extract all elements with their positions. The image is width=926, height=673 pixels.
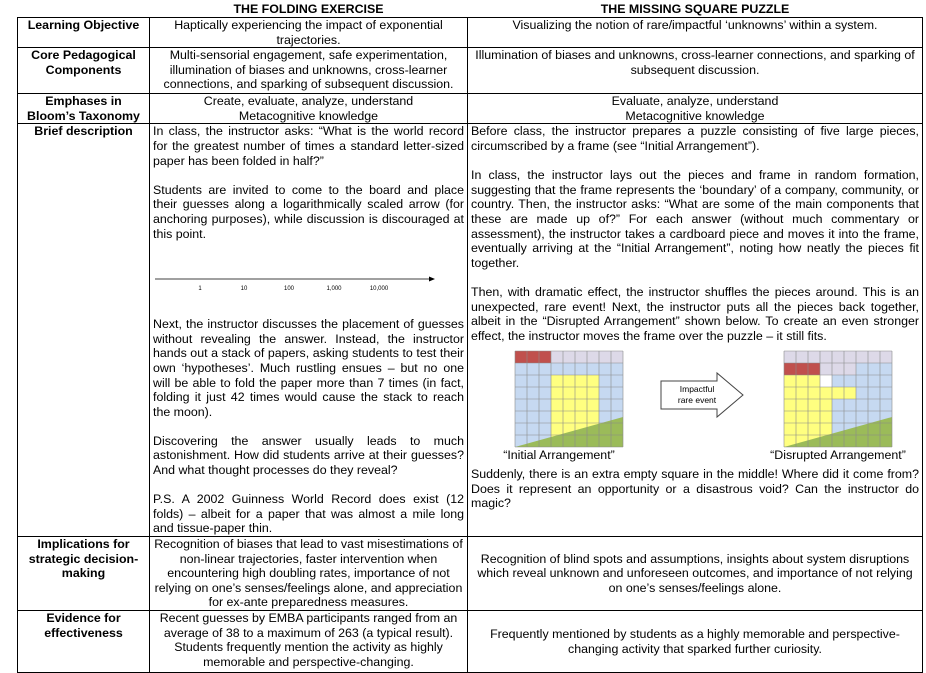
- puzzle-emphases-line2: Metacognitive knowledge: [625, 108, 765, 123]
- row-label-description: Brief description: [18, 124, 150, 537]
- folding-emphases-line2: Metacognitive knowledge: [238, 108, 379, 123]
- scale-tick-10: 10: [240, 286, 248, 293]
- initial-arrangement-caption: “Initial Arrangement”: [503, 448, 615, 463]
- row-label-objective: Learning Objective: [18, 18, 150, 48]
- impact-arrow: [661, 373, 743, 417]
- folding-desc-p3: Next, the instructor discusses the placement of guesses without revealing the answer. Instead, the instructor hands out a stack of papers, asking students to test their own ‘hypotheses’. Much rustling ensues – but no one will be able to fold the paper more than 7 times (in fact, folding it just 42 times would cause the stack to reach the moon).: [153, 317, 464, 419]
- header-puzzle: THE MISSING SQUARE PUZZLE: [468, 2, 923, 18]
- header-empty: [18, 2, 150, 18]
- row-components: [18, 48, 923, 94]
- folding-desc-p4: Discovering the answer usually leads to much astonishment. How did students arrive at their guesses? And what thought processes do they reveal?: [153, 433, 464, 478]
- header-folding: THE FOLDING EXERCISE: [150, 2, 468, 18]
- folding-desc-p1: In class, the instructor asks: “What is the world record for the greatest number of times a standard letter-sized paper has been folded in half?”: [153, 124, 464, 168]
- row-implications: [18, 537, 923, 611]
- puzzle-objective: Visualizing the notion of rare/impactful ‘unknowns’ within a system.: [468, 18, 923, 48]
- scale-tick-10000: 10,000: [369, 286, 389, 293]
- row-label-emphases: Emphases in Bloom’s Taxonomy: [18, 94, 150, 124]
- folding-evidence: Recent guesses by EMBA participants ranged from an average of 38 to a maximum of 263 (a typical result). Students frequently mention the activity as highly memorable and perspective-changing.: [150, 611, 468, 673]
- scale-tick-1000: 1,000: [326, 286, 342, 293]
- row-label-implications: Implications for strategic decision-making: [18, 537, 150, 611]
- puzzle-desc-p2: In class, the instructor lays out the pieces and frame in random formation, suggesting that the frame represents the ‘boundary’ of a company, community, or country. Then, the instructor asks: “What are some of the main components that these are made up of?” For each answer (without much commentary or assessment), the instructor takes a cardboard piece and moves it into the frame, eventually arriving at the “Initial Arrangement”, noting how neatly the pieces fit together.: [471, 168, 919, 270]
- scale-tick-100: 100: [283, 286, 295, 293]
- arrow-label-line1: Impactful: [679, 384, 715, 395]
- puzzle-figure: [471, 345, 919, 463]
- puzzle-emphases-line1: Evaluate, analyze, understand: [611, 94, 779, 109]
- puzzle-desc-p4: Suddenly, there is an extra empty square in the middle! Where did it come from? Does it represent an opportunity or a disastrous void? Can the instructor do magic?: [471, 467, 919, 511]
- scale-tick-1: 1: [198, 286, 202, 293]
- row-evidence: [18, 611, 923, 673]
- row-emphases: [18, 94, 923, 124]
- folding-objective: Haptically experiencing the impact of exponential trajectories.: [150, 18, 468, 48]
- puzzle-desc-p3: Then, with dramatic effect, the instructor shuffles the pieces around. This is an unexpected, rare event! Next, the instructor puts all the pieces back together, albeit in the “Disrupted Arrangement” shown below. To create an even stronger effect, the instructor moves the frame over the puzzle – it still fits.: [471, 284, 919, 343]
- folding-components: Multi-sensorial engagement, safe experimentation, illumination of biases and unknowns, cross-learner connections, and sparking of subsequent discussion.: [150, 48, 468, 94]
- initial-arrangement-grid: [515, 351, 623, 447]
- folding-emphases-line1: Create, evaluate, analyze, understand: [203, 94, 414, 109]
- puzzle-evidence: Frequently mentioned by students as a highly memorable and perspective-changing activity that sparked further curiosity.: [468, 611, 923, 673]
- log-scale-arrow: [153, 241, 453, 293]
- puzzle-desc-p1: Before class, the instructor prepares a puzzle consisting of five large pieces, circumscribed by a frame (see “Initial Arrangement”).: [471, 124, 919, 153]
- header-row: [18, 2, 923, 18]
- arrow-label-line2: rare event: [677, 395, 717, 406]
- row-objective: [18, 18, 923, 48]
- disrupted-arrangement-caption: “Disrupted Arrangement”: [770, 448, 906, 463]
- comparison-table: [17, 2, 923, 673]
- disrupted-arrangement-grid: [784, 351, 892, 447]
- row-label-components: Core Pedagogical Components: [18, 48, 150, 94]
- folding-description: [150, 124, 468, 537]
- puzzle-description: [468, 124, 923, 537]
- puzzle-implications: Recognition of blind spots and assumptions, insights about system disruptions which reveal unknown and unforeseen outcomes, and importance of not relying on one’s senses/feelings alone.: [468, 537, 923, 611]
- row-description: [18, 124, 923, 537]
- folding-emphases: [150, 94, 468, 124]
- puzzle-components: Illumination of biases and unknowns, cross-learner connections, and sparking of subsequent discussion.: [468, 48, 923, 94]
- folding-implications: Recognition of biases that lead to vast misestimations of non-linear trajectories, faster intervention when encountering high doubling rates, importance of not relying on one’s senses/feelings alone, and appreciation for ex-ante preparedness measures.: [150, 537, 468, 611]
- puzzle-emphases: [468, 94, 923, 124]
- folding-desc-p5: P.S. A 2002 Guinness World Record does exist (12 folds) – albeit for a paper that was almost a mile long and tissue-paper thin.: [153, 492, 464, 536]
- folding-desc-p2: Students are invited to come to the board and place their guesses along a logarithmically scaled arrow (for anchoring purposes), while discussion is discouraged at this point.: [153, 182, 464, 241]
- row-label-evidence: Evidence for effectiveness: [18, 611, 150, 673]
